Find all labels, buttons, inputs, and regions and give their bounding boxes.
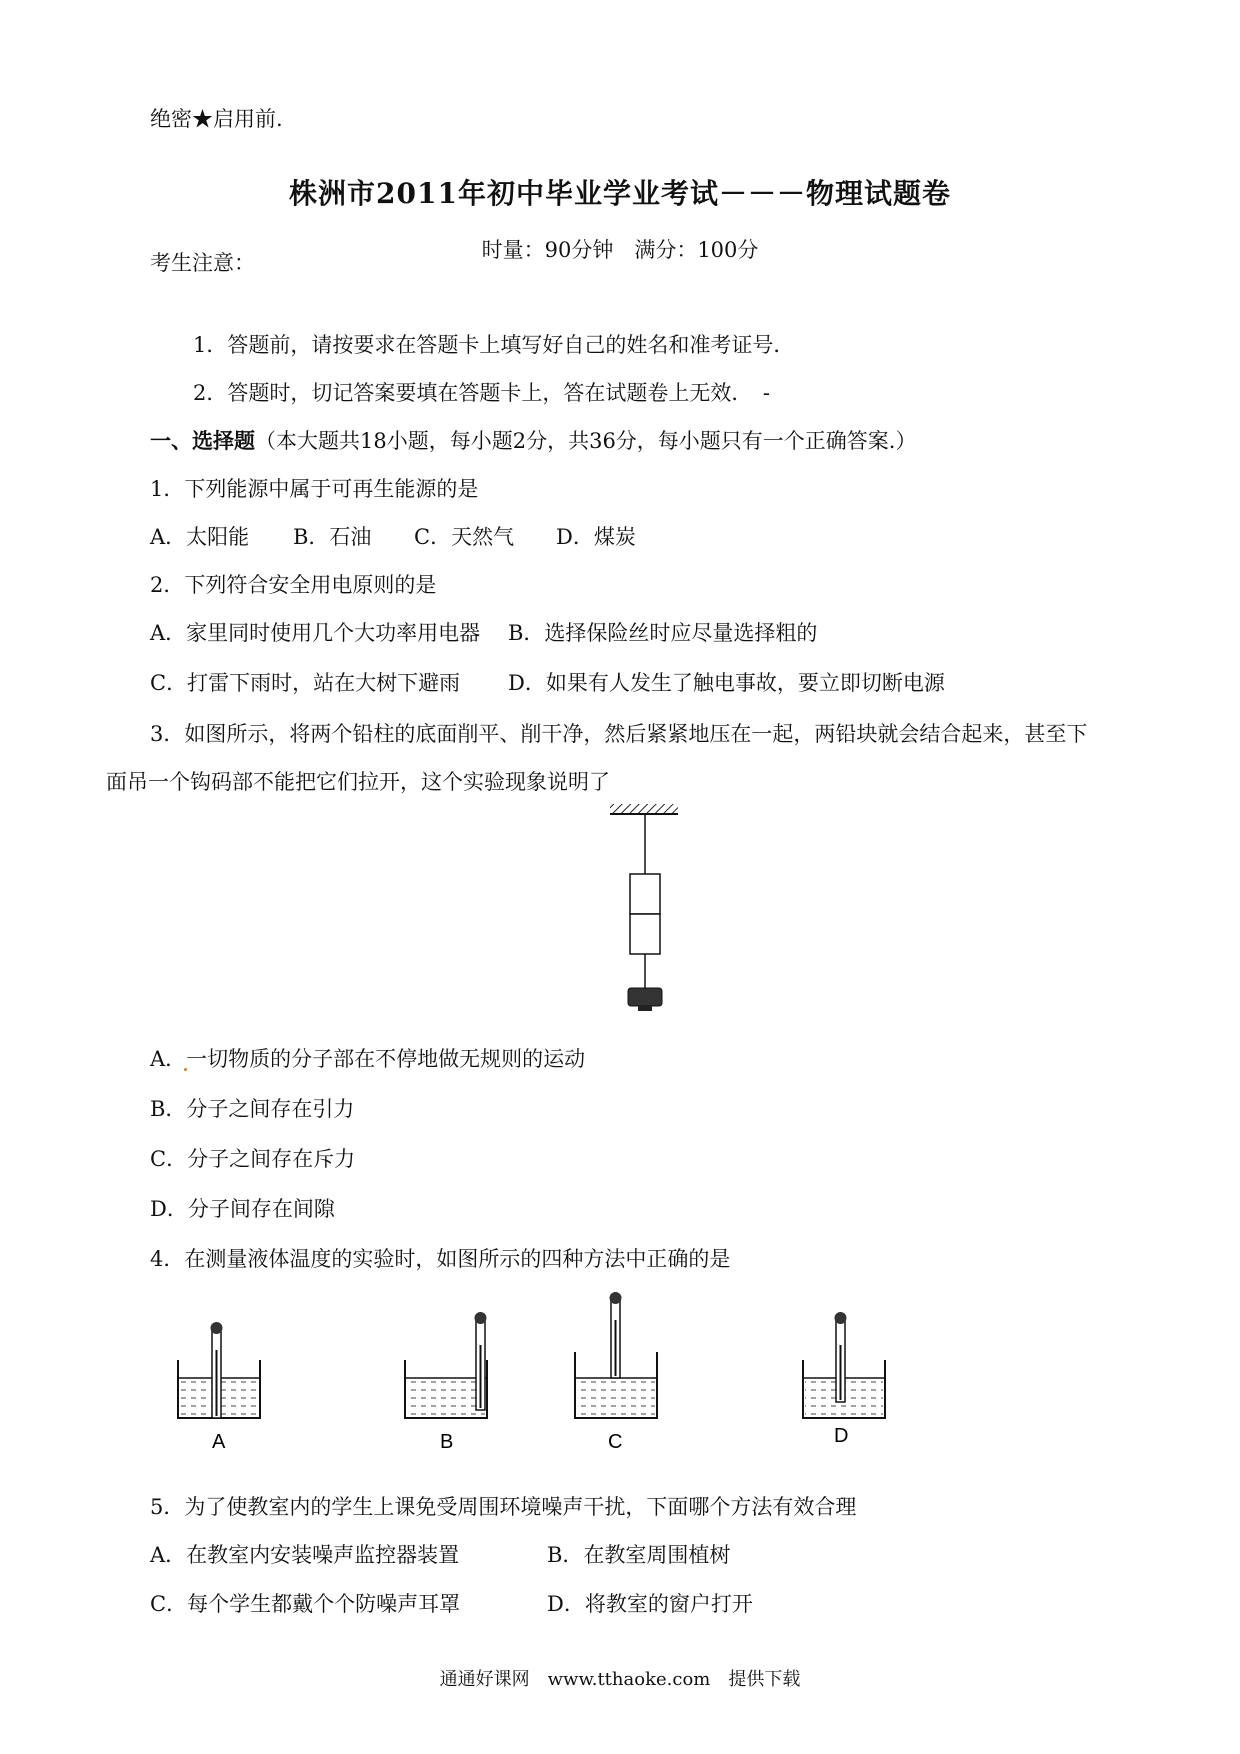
q1-option-a: A．太阳能 [150,525,250,549]
q4-stem: 4．在测量液体温度的实验时，如图所示的四种方法中正确的是 [150,1247,731,1271]
q3-stem-line1: 3．如图所示，将两个铅柱的底面削平、削干净，然后紧紧地压在一起，两铅块就会结合起来，甚至下 [150,722,1088,746]
section-desc: （本大题共18小题，每小题2分，共36分，每小题只有一个正确答案.） [255,429,917,453]
thermometer-top-d [835,1312,847,1324]
q3-option-a: A．一切物质的分子部在不停地做无规则的运动 [150,1047,586,1071]
label-d: D [834,1425,849,1447]
label-b: B [440,1431,454,1453]
notice-item-1: 1．答题前，请按要求在答题卡上填写好自己的姓名和准考证号． [193,333,795,357]
q1-option-d: D．煤炭 [556,525,636,549]
liquid-b [407,1378,485,1417]
lead-cylinder-top [630,874,660,914]
confidential-mark: 绝密★启用前. [150,107,283,131]
thermometer-top-b [475,1312,487,1324]
q2-option-a: A．家里同时使用几个大功率用电器 [150,621,481,645]
q3-option-d: D．分子间存在间隙 [150,1197,335,1221]
page-title: 株洲市2011年初中毕业学业考试－－－物理试题卷 [289,177,951,210]
q5-option-a: A．在教室内安装噪声监控器装置 [150,1543,460,1567]
thermometer-methods-figure [160,1290,1020,1460]
lead-cylinders-figure [600,800,690,1015]
method-c [575,1292,657,1453]
ceiling-hatch [610,804,678,814]
notice-item-2: 2．答题时，切记答案要填在答题卡上，答在试题卷上无效． - [193,381,770,405]
q5-option-b: B．在教室周围植树 [547,1543,731,1567]
section-heading [150,428,916,454]
q2-option-c: C．打雷下雨时，站在大树下避雨 [150,671,461,695]
label-c: C [608,1431,623,1453]
hook-weight [628,988,662,1006]
q5-option-d: D．将教室的窗户打开 [547,1592,753,1616]
method-a [178,1322,260,1453]
method-d [803,1312,885,1447]
q5-option-c: C．每个学生都戴个个防噪声耳罩 [150,1592,461,1616]
q3-option-b: B．分子之间存在引力 [150,1097,355,1121]
q5-stem: 5．为了使教室内的学生上课免受周围环境噪声干扰，下面哪个方法有效合理 [150,1495,857,1519]
exam-duration-score: 时量：90分钟 满分：100分 [481,238,759,262]
lead-cylinder-bottom [630,914,660,954]
q1-option-b: B．石油 [293,525,372,549]
q2-option-b: B．选择保险丝时应尽量选择粗的 [508,621,818,645]
page-footer: 通通好课网 www.tthaoke.com 提供下载 [439,1669,801,1690]
q3-option-c: C．分子之间存在斥力 [150,1147,356,1171]
method-b [405,1312,487,1453]
hook-weight-base [638,1005,652,1011]
q3-stem-line2: 面吊一个钩码部不能把它们拉开，这个实验现象说明了 [106,770,610,794]
thermometer-top-a [211,1322,223,1334]
section-label: 一、选择题 [150,428,255,453]
q1-stem: 1．下列能源中属于可再生能源的是 [150,477,479,501]
notice-heading: 考生注意： [150,251,255,275]
thermometer-top-c [610,1292,622,1304]
liquid-c [577,1378,655,1417]
q2-stem: 2．下列符合安全用电原则的是 [150,573,437,597]
q1-option-c: C．天然气 [414,525,515,549]
q2-option-d: D．如果有人发生了触电事故，要立即切断电源 [508,671,945,695]
label-a: A [212,1431,226,1453]
